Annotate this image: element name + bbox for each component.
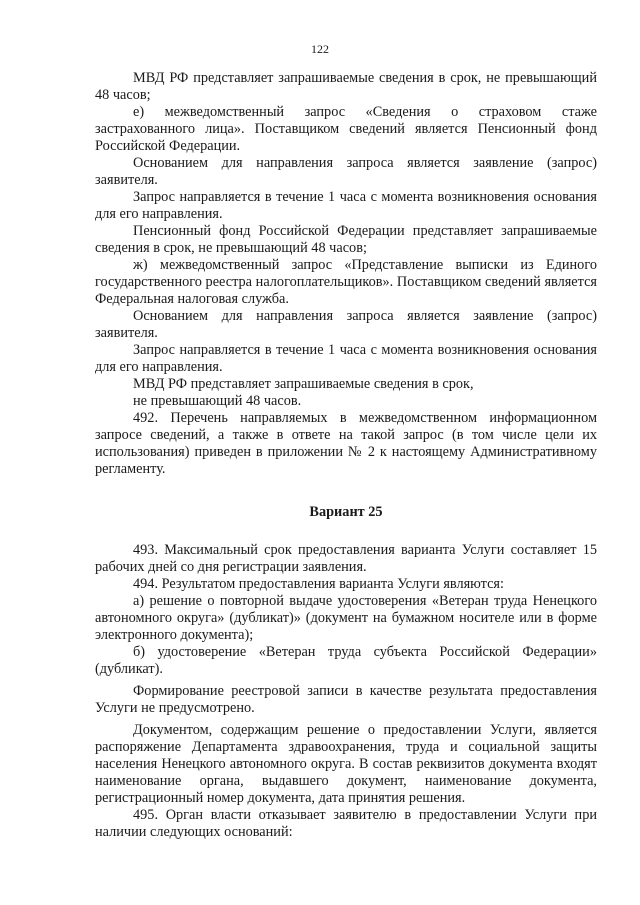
paragraph-495: 495. Орган власти отказывает заявителю в предоставлении Услуги при наличии следующих оснований: <box>95 807 597 840</box>
paragraph-basis-e: Основанием для направления запроса является заявление (запрос) заявителя. <box>95 155 597 188</box>
paragraph-mvd-deadline-2: МВД РФ представляет запрашиваемые сведения в срок, <box>133 376 474 392</box>
paragraph-basis-zh: Основанием для направления запроса является заявление (запрос) заявителя. <box>95 308 597 341</box>
paragraph-decision-document: Документом, содержащим решение о предоставлении Услуги, является распоряжение Департамента здравоохранения, труда и социальной защиты населения Ненецкого автономного округа. В состав реквизитов документа входят наименование органа, выдавшего документ, наименование документа, регистрационный номер документа, дата принятия решения. <box>95 722 597 806</box>
paragraph-494-a: а) решение о повторной выдаче удостоверения «Ветеран труда Ненецкого автономного округа» (дубликат)» (документ на бумажном носителе или в форме электронного документа); <box>95 593 597 643</box>
paragraph-mvd-deadline: МВД РФ представляет запрашиваемые сведения в срок, не превышающий 48 часов; <box>95 70 597 103</box>
paragraph-mvd-deadline-2-cont: не превышающий 48 часов. <box>133 393 302 409</box>
paragraph-494-b: б) удостоверение «Ветеран труда субъекта Российской Федерации» (дубликат). <box>95 644 597 677</box>
document-body <box>95 70 597 841</box>
paragraph-494: 494. Результатом предоставления варианта Услуги являются: <box>133 576 504 592</box>
paragraph-pfr-deadline: Пенсионный фонд Российской Федерации представляет запрашиваемые сведения в срок, не превышающий 48 часов; <box>95 223 597 256</box>
page-number: 122 <box>311 42 329 56</box>
paragraph-493: 493. Максимальный срок предоставления варианта Услуги составляет 15 рабочих дней со дня регистрации заявления. <box>95 542 597 575</box>
paragraph-request-zh: ж) межведомственный запрос «Представление выписки из Единого государственного реестра налогоплательщиков». Поставщиком сведений является Федеральная налоговая служба. <box>95 257 597 307</box>
paragraph-request-e: е) межведомственный запрос «Сведения о страховом стаже застрахованного лица». Поставщиком сведений является Пенсионный фонд Российской Федерации. <box>95 104 597 154</box>
paragraph-registry-record: Формирование реестровой записи в качестве результата предоставления Услуги не предусмотрено. <box>95 683 597 716</box>
section-heading-variant-25: Вариант 25 <box>309 504 383 520</box>
paragraph-timing-e: Запрос направляется в течение 1 часа с момента возникновения основания для его направления. <box>95 189 597 222</box>
paragraph-timing-zh: Запрос направляется в течение 1 часа с момента возникновения основания для его направления. <box>95 342 597 375</box>
paragraph-492: 492. Перечень направляемых в межведомственном информационном запросе сведений, а также в ответе на такой запрос (в том числе цели их использования) приведен в приложении № 2 к настоящему Административному регламенту. <box>95 410 597 477</box>
